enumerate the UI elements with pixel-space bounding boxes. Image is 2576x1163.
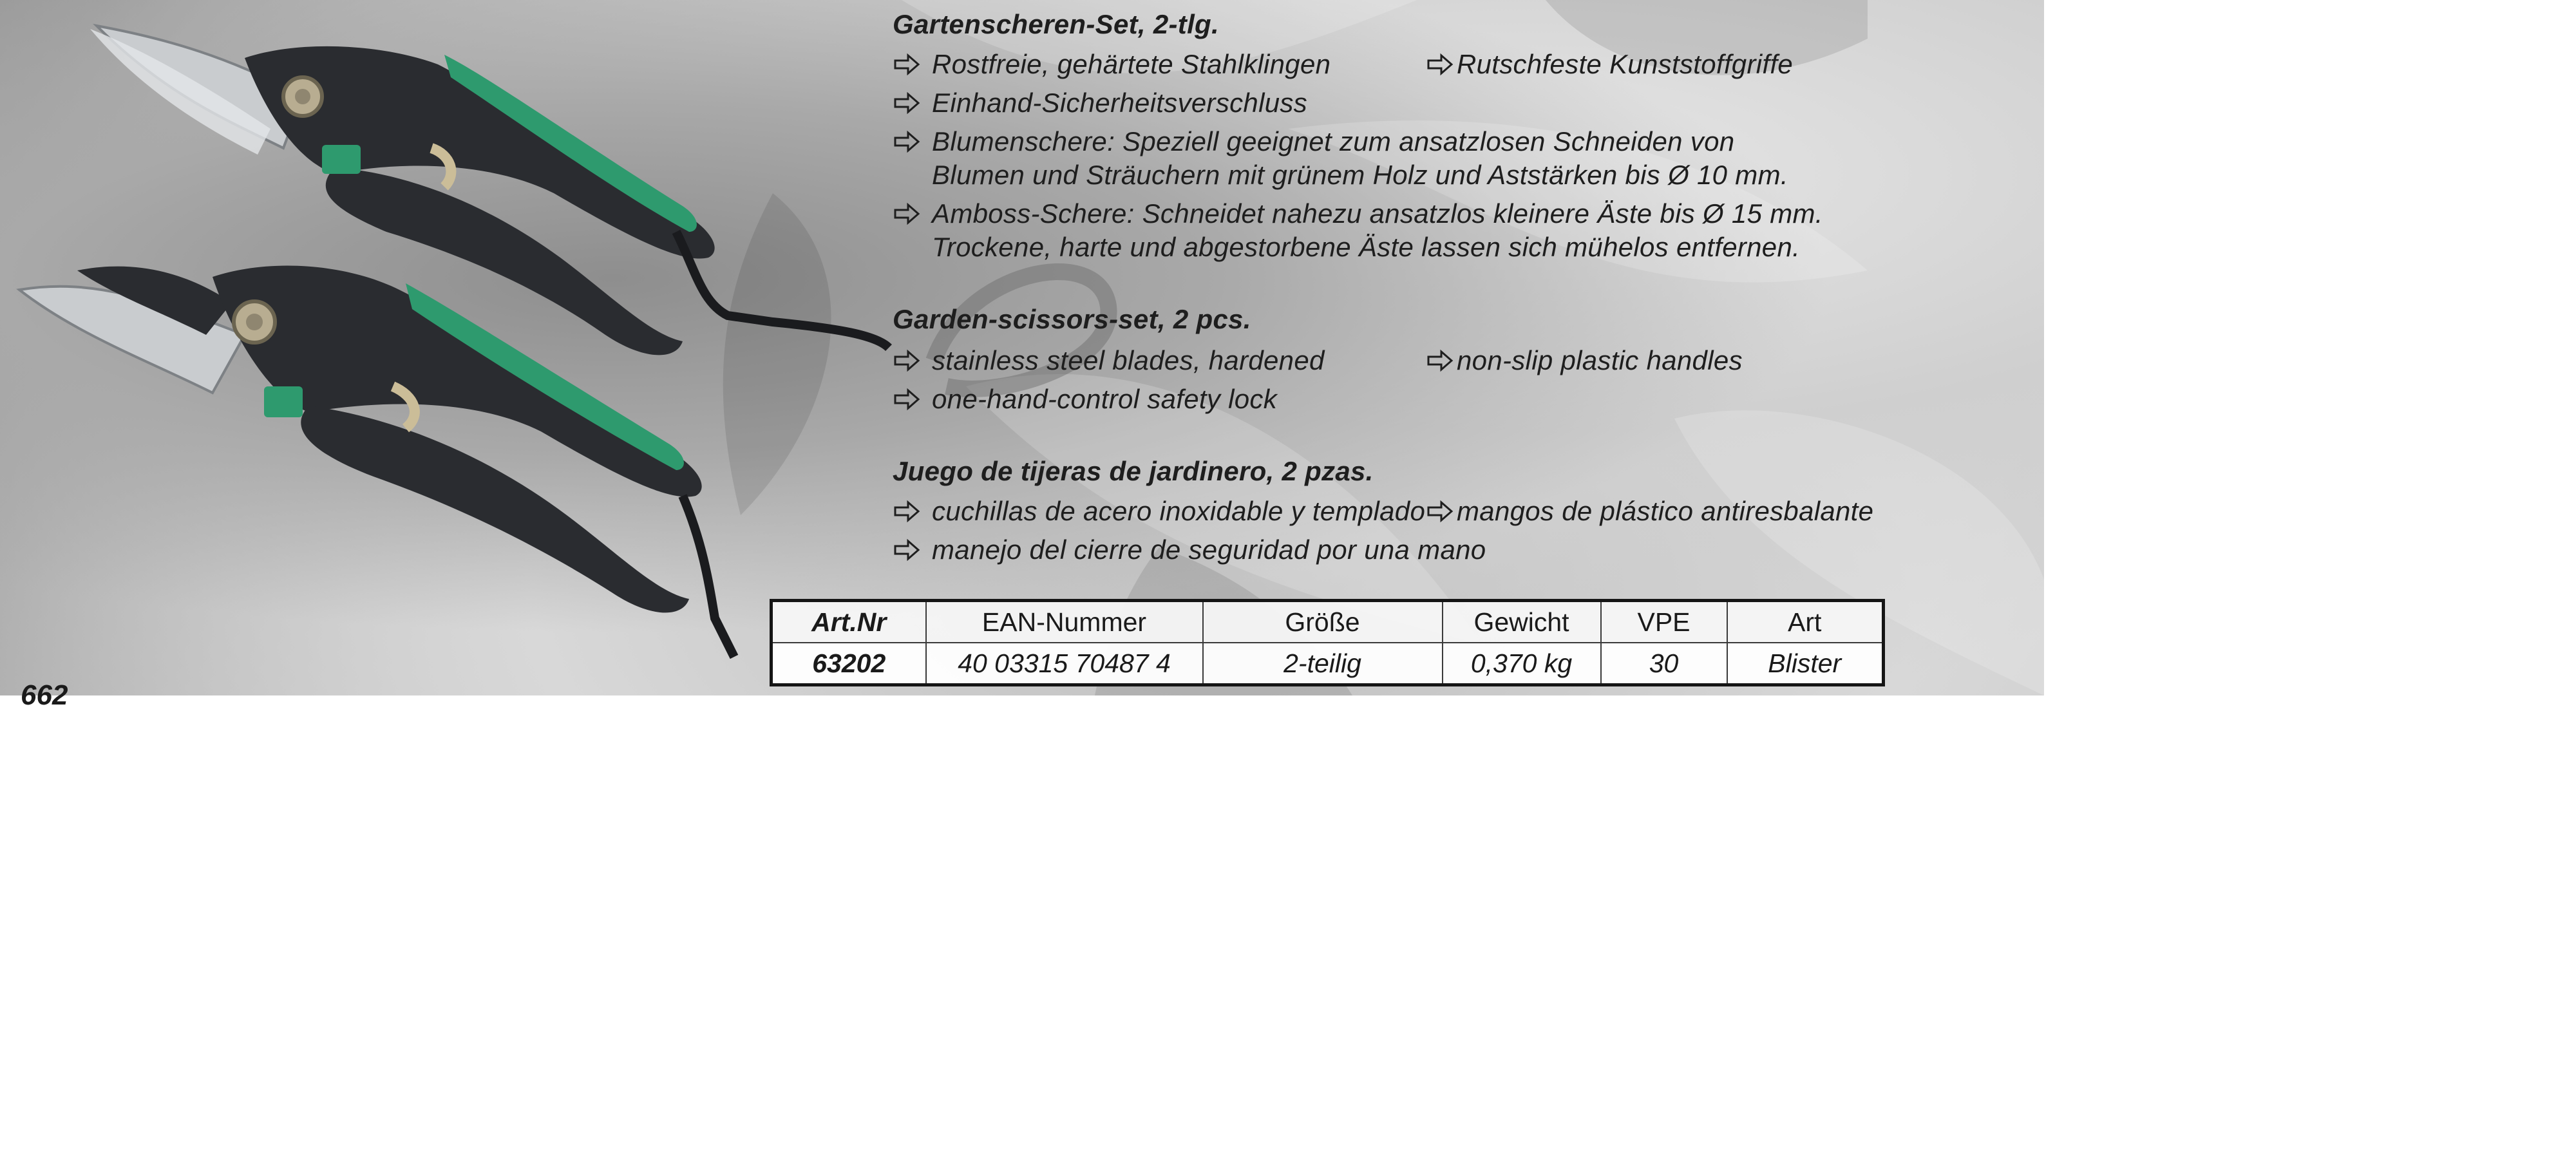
cell-vpe: 30 bbox=[1601, 643, 1727, 685]
header-vpe: VPE bbox=[1601, 601, 1727, 643]
header-ean: EAN-Nummer bbox=[926, 601, 1203, 643]
pointing-hand-arrow-icon bbox=[893, 52, 921, 77]
german-bullet-4-line-2: Trockene, harte und abgestorbene Äste lassen sich mühelos entfernen. bbox=[932, 232, 1801, 262]
german-heading: Gartenscheren-Set, 2-tlg. bbox=[893, 9, 1219, 39]
cell-ean: 40 03315 70487 4 bbox=[926, 643, 1203, 685]
pointing-hand-arrow-icon bbox=[893, 537, 921, 563]
header-groesse: Größe bbox=[1203, 601, 1443, 643]
table-header-row bbox=[772, 601, 1884, 643]
german-bullet-1: Rostfreie, gehärtete Stahlklingen bbox=[932, 49, 1331, 79]
english-bullet-2: one-hand-control safety lock bbox=[932, 384, 1278, 414]
header-gewicht: Gewicht bbox=[1443, 601, 1601, 643]
table-row bbox=[772, 643, 1884, 685]
header-art-nr: Art.Nr bbox=[772, 601, 926, 643]
spanish-heading: Juego de tijeras de jardinero, 2 pzas. bbox=[893, 456, 1374, 486]
header-art: Art bbox=[1727, 601, 1884, 643]
pointing-hand-arrow-icon bbox=[893, 201, 921, 227]
english-bullet-1-right: non-slip plastic handles bbox=[1457, 345, 1743, 375]
cell-art: Blister bbox=[1727, 643, 1884, 685]
pointing-hand-arrow-icon bbox=[1426, 498, 1454, 524]
german-bullet-3-line-1: Blumenschere: Speziell geeignet zum ansatzlosen Schneiden von bbox=[932, 126, 1735, 156]
garden-scissors-image bbox=[0, 0, 914, 711]
cell-art-nr: 63202 bbox=[772, 643, 926, 685]
pointing-hand-arrow-icon bbox=[893, 348, 921, 373]
english-heading: Garden-scissors-set, 2 pcs. bbox=[893, 304, 1251, 334]
english-bullet-1: stainless steel blades, hardened bbox=[932, 345, 1325, 375]
page-number: 662 bbox=[21, 679, 68, 711]
catalog-panel bbox=[0, 0, 2044, 711]
pointing-hand-arrow-icon bbox=[893, 386, 921, 412]
german-bullet-3-line-2: Blumen und Sträuchern mit grünem Holz und Aststärken bis Ø 10 mm. bbox=[932, 160, 1788, 190]
german-bullet-1-right: Rutschfeste Kunststoffgriffe bbox=[1457, 49, 1793, 79]
pointing-hand-arrow-icon bbox=[1426, 52, 1454, 77]
spanish-bullet-2: manejo del cierre de seguridad por una mano bbox=[932, 534, 1486, 565]
product-spec-table bbox=[770, 599, 1885, 686]
pointing-hand-arrow-icon bbox=[1426, 348, 1454, 373]
german-bullet-2: Einhand-Sicherheitsverschluss bbox=[932, 88, 1307, 118]
pointing-hand-arrow-icon bbox=[893, 498, 921, 524]
spanish-bullet-1: cuchillas de acero inoxidable y templado bbox=[932, 496, 1426, 526]
cell-groesse: 2-teilig bbox=[1203, 643, 1443, 685]
pointing-hand-arrow-icon bbox=[893, 90, 921, 116]
cell-gewicht: 0,370 kg bbox=[1443, 643, 1601, 685]
pointing-hand-arrow-icon bbox=[893, 129, 921, 155]
german-bullet-4-line-1: Amboss-Schere: Schneidet nahezu ansatzlos kleinere Äste bis Ø 15 mm. bbox=[932, 198, 1823, 229]
spanish-bullet-1-right: mangos de plástico antiresbalante bbox=[1457, 496, 1874, 526]
